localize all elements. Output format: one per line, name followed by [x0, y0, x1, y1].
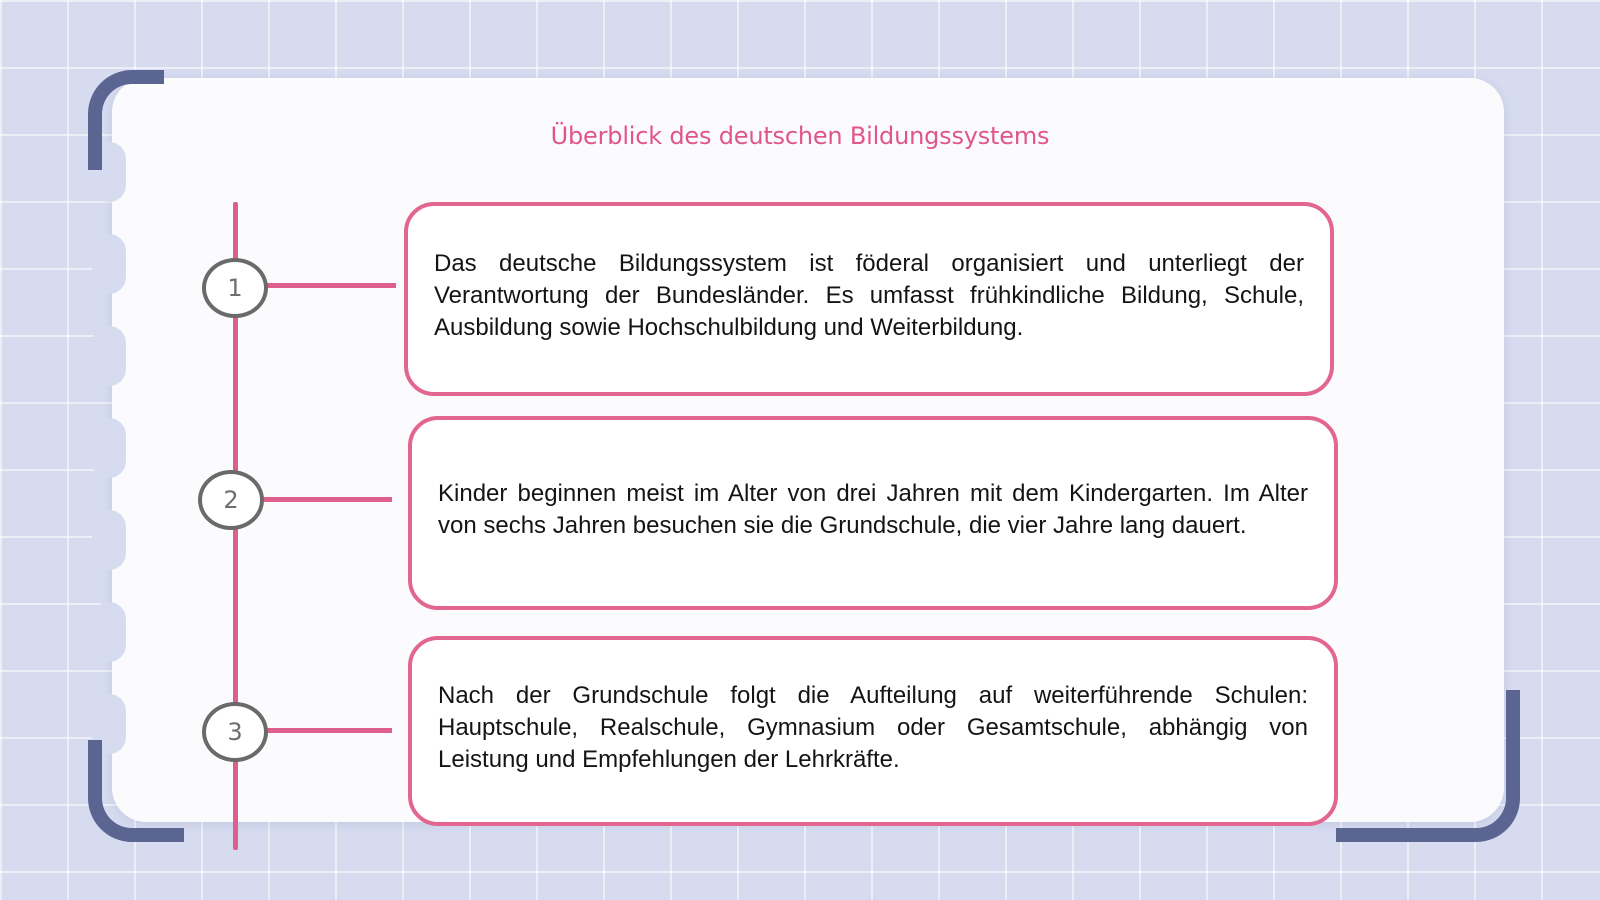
card-scallop: [92, 510, 126, 570]
card-scallop: [92, 234, 126, 294]
step-box-3: [408, 636, 1338, 826]
step-marker-1: 1: [202, 258, 268, 318]
step-text-2: Kinder beginnen meist im Alter von drei Jahren mit dem Kindergarten. Im Alter von sechs Jahren besuchen sie die Grundschule, die vier Jahre lang dauert.: [438, 480, 1308, 539]
corner-bracket-bottom-left: [88, 740, 184, 842]
card-scallop: [92, 418, 126, 478]
corner-bracket-bottom-right: [1336, 690, 1520, 842]
step-connector: [264, 283, 396, 288]
card-scallop: [92, 602, 126, 662]
step-box-1: [404, 202, 1334, 396]
step-marker-2: 2: [198, 470, 264, 530]
step-connector: [262, 497, 392, 502]
card-scallop: [92, 326, 126, 386]
step-box-2: [408, 416, 1338, 610]
step-text-1: Das deutsche Bildungssystem ist föderal organisiert und unterliegt der Verantwortung der Bundesländer. Es umfasst frühkindliche Bildung, Schule, Ausbildung sowie Hochschulbildung und Weiterbildung.: [434, 250, 1304, 341]
step-marker-3: 3: [202, 702, 268, 762]
corner-bracket-top-left: [88, 70, 164, 170]
step-connector: [264, 728, 392, 733]
slide-title: Überblick des deutschen Bildungssystems: [550, 122, 1050, 150]
step-text-3: Nach der Grundschule folgt die Aufteilung auf weiterführende Schulen: Hauptschule, Realschule, Gymnasium oder Gesamtschule, abhängig von Leistung und Empfehlungen der Lehrkräfte.: [438, 682, 1308, 773]
